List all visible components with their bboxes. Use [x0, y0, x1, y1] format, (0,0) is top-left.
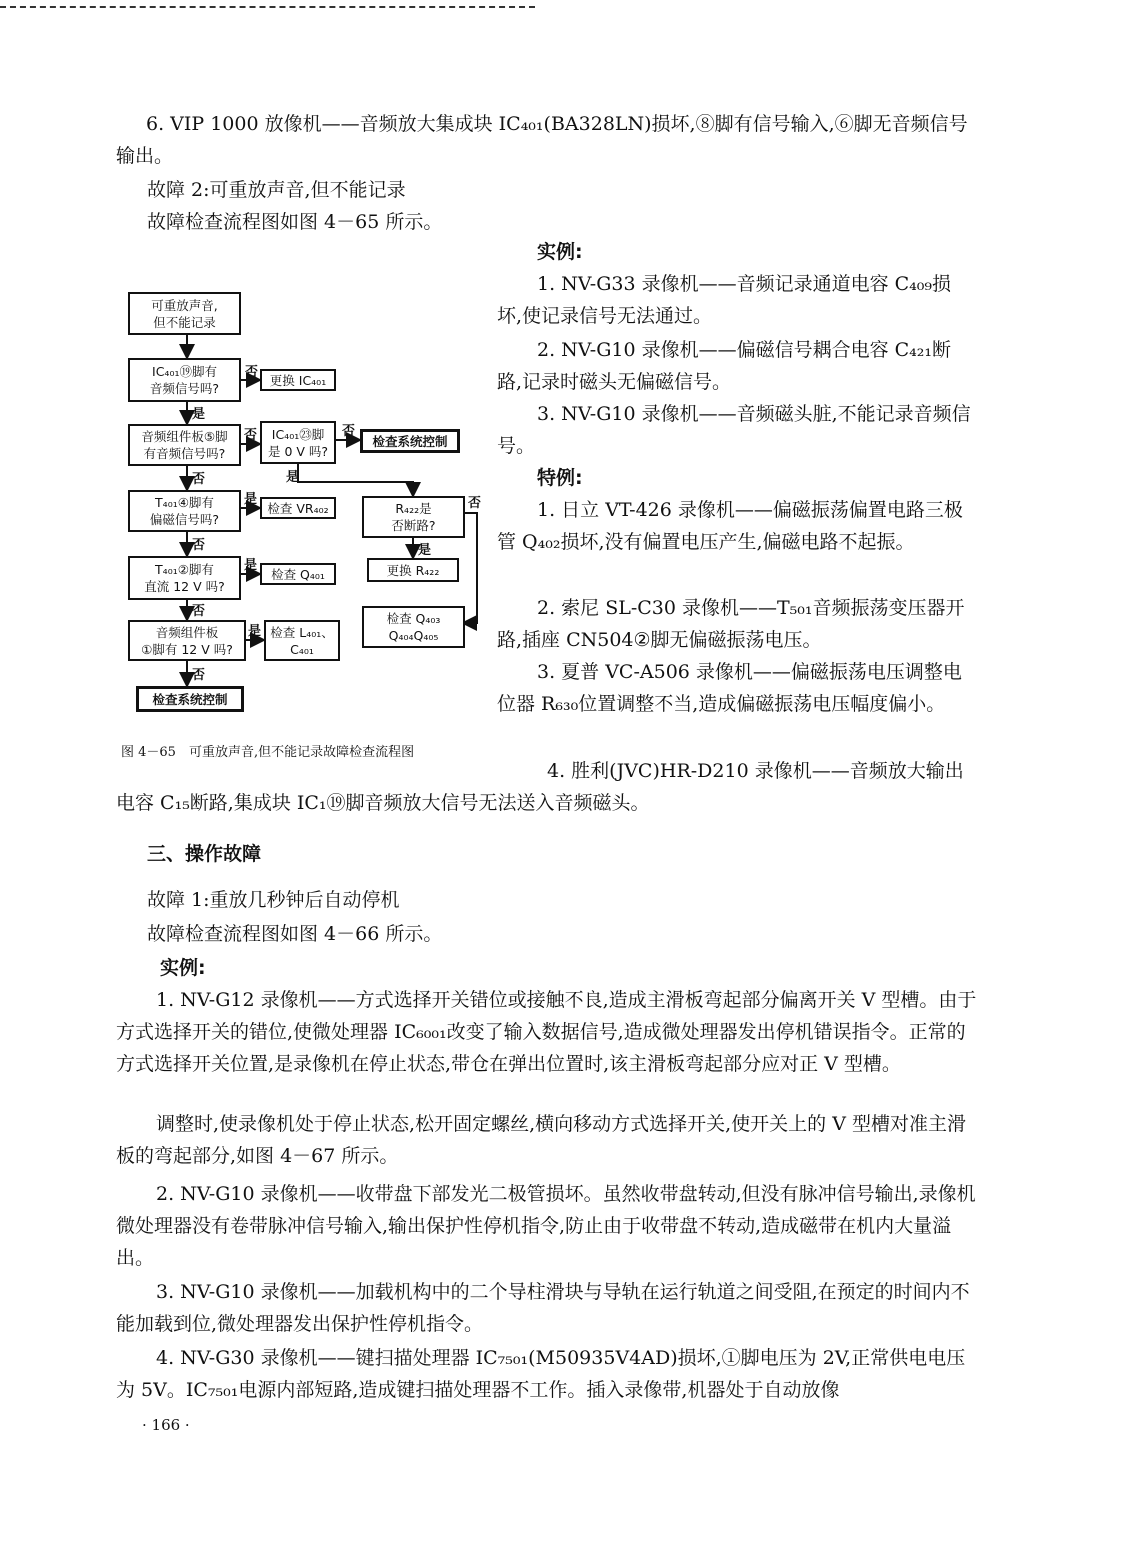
- flow-decision-board-pin1: 音频组件板 ①脚有 12 V 吗?: [128, 620, 246, 661]
- section-title: 三、操作故障: [147, 843, 262, 865]
- flow-label-no: 否: [342, 424, 356, 439]
- example-item: 2. NV-G10 录像机——偏磁信号耦合电容 C₄₂₁断路,记录时磁头无偏磁信号。: [497, 339, 952, 393]
- special-heading: 特例:: [537, 467, 583, 489]
- flow-decision-ic401-pin23: IC₄₀₁㉓脚 是 0 V 吗?: [260, 421, 336, 464]
- special-item: 2. 索尼 SL-C30 录像机——T₅₀₁音频振荡变压器开路,插座 CN504②脚无偏磁振荡电压。: [497, 597, 965, 651]
- example2-item: 4. NV-G30 录像机——键扫描处理器 IC₇₅₀₁(M50935V4AD)损坏,①脚电压为 2V,正常供电电压为 5V。IC₇₅₀₁电源内部短路,造成键扫描处理器不工作。插入录像带,机器处于自动放像: [116, 1347, 966, 1401]
- examples2-heading: 实例:: [160, 957, 206, 979]
- example-item: 3. NV-G10 录像机——音频磁头脏,不能记录音频信号。: [497, 403, 971, 457]
- flow-label-no: 否: [192, 538, 206, 553]
- fault2-intro: 故障检查流程图如图 4－65 所示。: [147, 211, 443, 233]
- paragraph-vip1000: 6. VIP 1000 放像机——音频放大集成块 IC₄₀₁(BA328LN)损坏,⑧脚有信号输入,⑥脚无音频信号输出。: [116, 113, 968, 167]
- flow-label-yes: 是: [244, 558, 258, 573]
- flow-start-box: 可重放声音, 但不能记录: [128, 292, 241, 335]
- flow-label-no: 否: [468, 496, 482, 511]
- flow-action-replace-r422: 更换 R₄₂₂: [367, 558, 459, 582]
- examples-heading: 实例:: [537, 241, 583, 263]
- flow-label-yes: 是: [248, 624, 262, 639]
- flow-decision-t401-pin4: T₄₀₁④脚有 偏磁信号吗?: [128, 490, 241, 532]
- special-item: 4. 胜利(JVC)HR-D210 录像机——音频放大输出电容 C₁₅断路,集成块 IC₁⑲脚音频放大信号无法送入音频磁头。: [116, 760, 964, 814]
- flow-label-yes: 是: [418, 543, 432, 558]
- flow-decision-ic401-pin19: IC₄₀₁⑲脚有 音频信号吗?: [128, 358, 241, 402]
- flow-label-yes: 是: [244, 492, 258, 507]
- flow-label-yes: 是: [192, 407, 206, 422]
- special-item: 1. 日立 VT-426 录像机——偏磁振荡偏置电路三极管 Q₄₀₂损坏,没有偏置电压产生,偏磁电路不起振。: [497, 499, 963, 553]
- fault1-title: 故障 1:重放几秒钟后自动停机: [147, 889, 400, 911]
- flow-action-check-syscon-1: 检查系统控制: [360, 429, 460, 453]
- flow-decision-board-pin5: 音频组件板⑤脚 有音频信号吗?: [128, 424, 241, 466]
- example2-item: 调整时,使录像机处于停止状态,松开固定螺丝,横向移动方式选择开关,使开关上的 V 型槽对准主滑板的弯起部分,如图 4－67 所示。: [116, 1113, 966, 1167]
- flow-action-check-vr402: 检查 VR₄₀₂: [260, 497, 336, 519]
- flow-label-no: 否: [192, 472, 206, 487]
- flow-decision-t401-pin2: T₄₀₁②脚有 直流 12 V 吗?: [128, 556, 241, 600]
- fault1-intro: 故障检查流程图如图 4－66 所示。: [147, 923, 443, 945]
- flow-label-no: 否: [192, 604, 206, 619]
- flow-label-no: 否: [244, 428, 258, 443]
- special-item: 3. 夏普 VC-A506 录像机——偏磁振荡电压调整电位器 R₆₃₀位置调整不当,造成偏磁振荡电压幅度偏小。: [497, 661, 962, 715]
- flow-action-check-q403-q405: 检查 Q₄₀₃ Q₄₀₄Q₄₀₅: [362, 606, 465, 648]
- figure-caption: 图 4－65 可重放声音,但不能记录故障检查流程图: [121, 745, 415, 760]
- flow-action-check-q401: 检查 Q₄₀₁: [260, 563, 336, 585]
- example2-item: 2. NV-G10 录像机——收带盘下部发光二极管损坏。虽然收带盘转动,但没有脉冲信号输出,录像机微处理器没有卷带脉冲信号输入,输出保护性停机指令,防止由于收带盘不转动,造成磁带在机内大量溢出。: [116, 1183, 976, 1269]
- flow-label-yes: 是: [286, 470, 300, 485]
- page-number: · 166 ·: [142, 1416, 190, 1434]
- flow-action-check-l401-c401: 检查 L₄₀₁、 C₄₀₁: [264, 620, 340, 661]
- flow-action-replace-ic401: 更换 IC₄₀₁: [260, 369, 336, 391]
- flow-label-no: 否: [192, 668, 206, 683]
- example2-item: 1. NV-G12 录像机——方式选择开关错位或接触不良,造成主滑板弯起部分偏离开关 V 型槽。由于方式选择开关的错位,使微处理器 IC₆₀₀₁改变了输入数据信号,造成微处理器发出停机错误指令。正常的方式选择开关位置,是录像机在停止状态,带仓在弹出位置时,该主滑板弯起部分应对正 V 型槽。: [116, 989, 977, 1075]
- example2-item: 3. NV-G10 录像机——加载机构中的二个导柱滑块与导轨在运行轨道之间受阻,在预定的时间内不能加载到位,微处理器发出保护性停机指令。: [116, 1281, 970, 1335]
- flow-end-check-syscon: 检查系统控制: [136, 686, 244, 712]
- flow-label-no: 否: [245, 365, 259, 380]
- flow-decision-r422-open: R₄₂₂是 否断路?: [362, 496, 465, 538]
- top-dashed-rule: [0, 6, 535, 8]
- example-item: 1. NV-G33 录像机——音频记录通道电容 C₄₀₉损坏,使记录信号无法通过。: [497, 273, 952, 327]
- fault2-title: 故障 2:可重放声音,但不能记录: [147, 179, 406, 201]
